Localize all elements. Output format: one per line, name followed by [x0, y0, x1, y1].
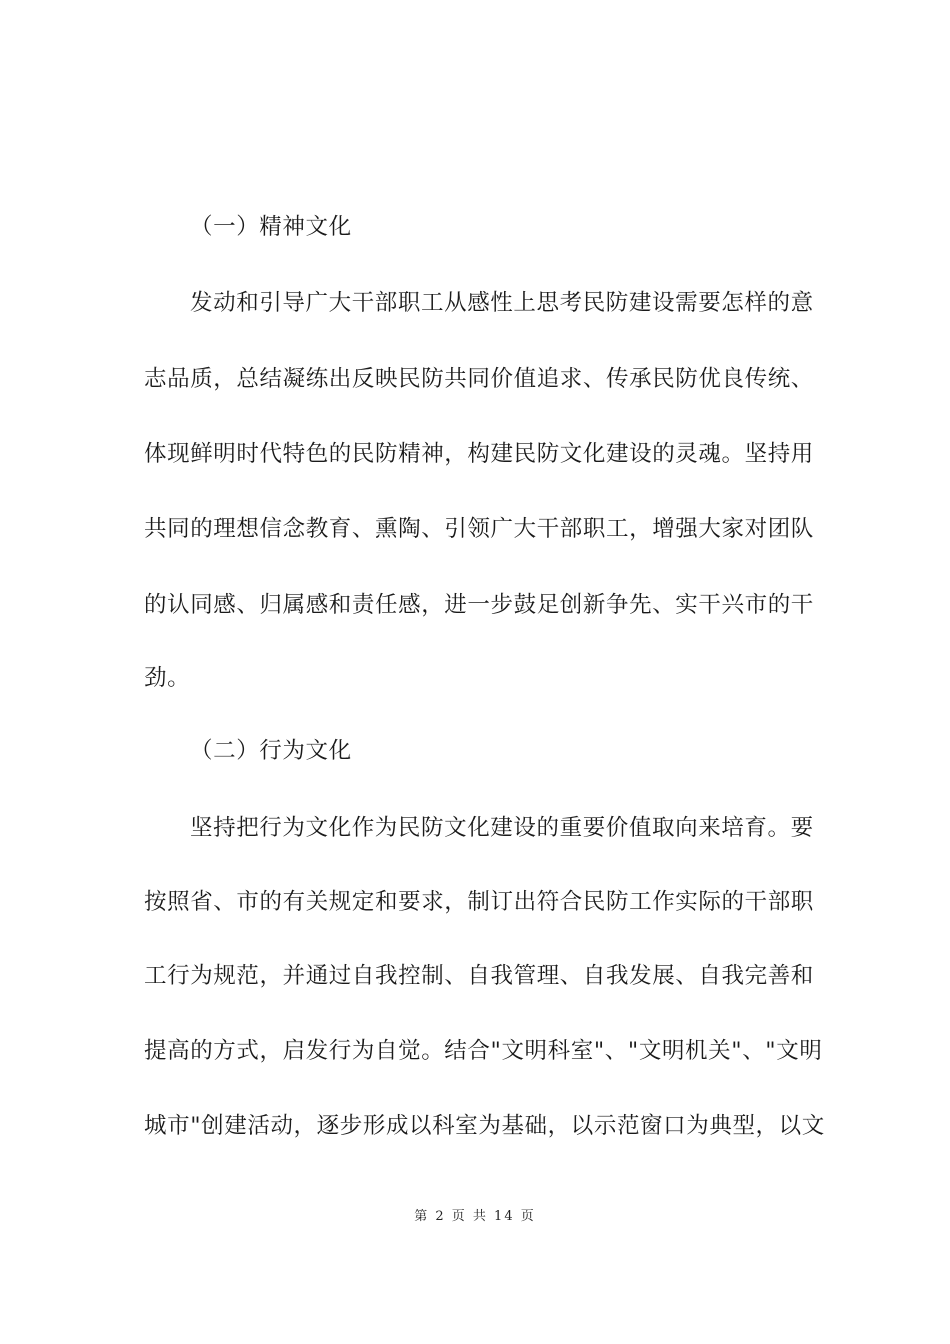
paragraph-line: 城市"创建活动，逐步形成以科室为基础，以示范窗口为典型，以文	[144, 1113, 825, 1139]
section-heading-2: （二）行为文化	[190, 738, 352, 764]
paragraph-line: 共同的理想信念教育、熏陶、引领广大干部职工，增强大家对团队	[144, 516, 814, 542]
paragraph-line: 劲。	[144, 665, 191, 691]
paragraph-line: 发动和引导广大干部职工从感性上思考民防建设需要怎样的意	[190, 290, 814, 316]
page-number-footer: 第 2 页 共 14 页	[414, 1209, 536, 1224]
paragraph-line: 的认同感、归属感和责任感，进一步鼓足创新争先、实干兴市的干	[144, 592, 814, 618]
paragraph-line: 志品质，总结凝练出反映民防共同价值追求、传承民防优良传统、	[144, 366, 814, 392]
paragraph-line: 提高的方式，启发行为自觉。结合"文明科室"、"文明机关"、"文明	[144, 1038, 823, 1064]
paragraph-line: 体现鲜明时代特色的民防精神，构建民防文化建设的灵魂。坚持用	[144, 441, 814, 467]
paragraph-line: 工行为规范，并通过自我控制、自我管理、自我发展、自我完善和	[144, 963, 814, 989]
section-heading-1: （一）精神文化	[190, 214, 352, 240]
paragraph-line: 坚持把行为文化作为民防文化建设的重要价值取向来培育。要	[190, 815, 814, 841]
paragraph-line: 按照省、市的有关规定和要求，制订出符合民防工作实际的干部职	[144, 889, 814, 915]
